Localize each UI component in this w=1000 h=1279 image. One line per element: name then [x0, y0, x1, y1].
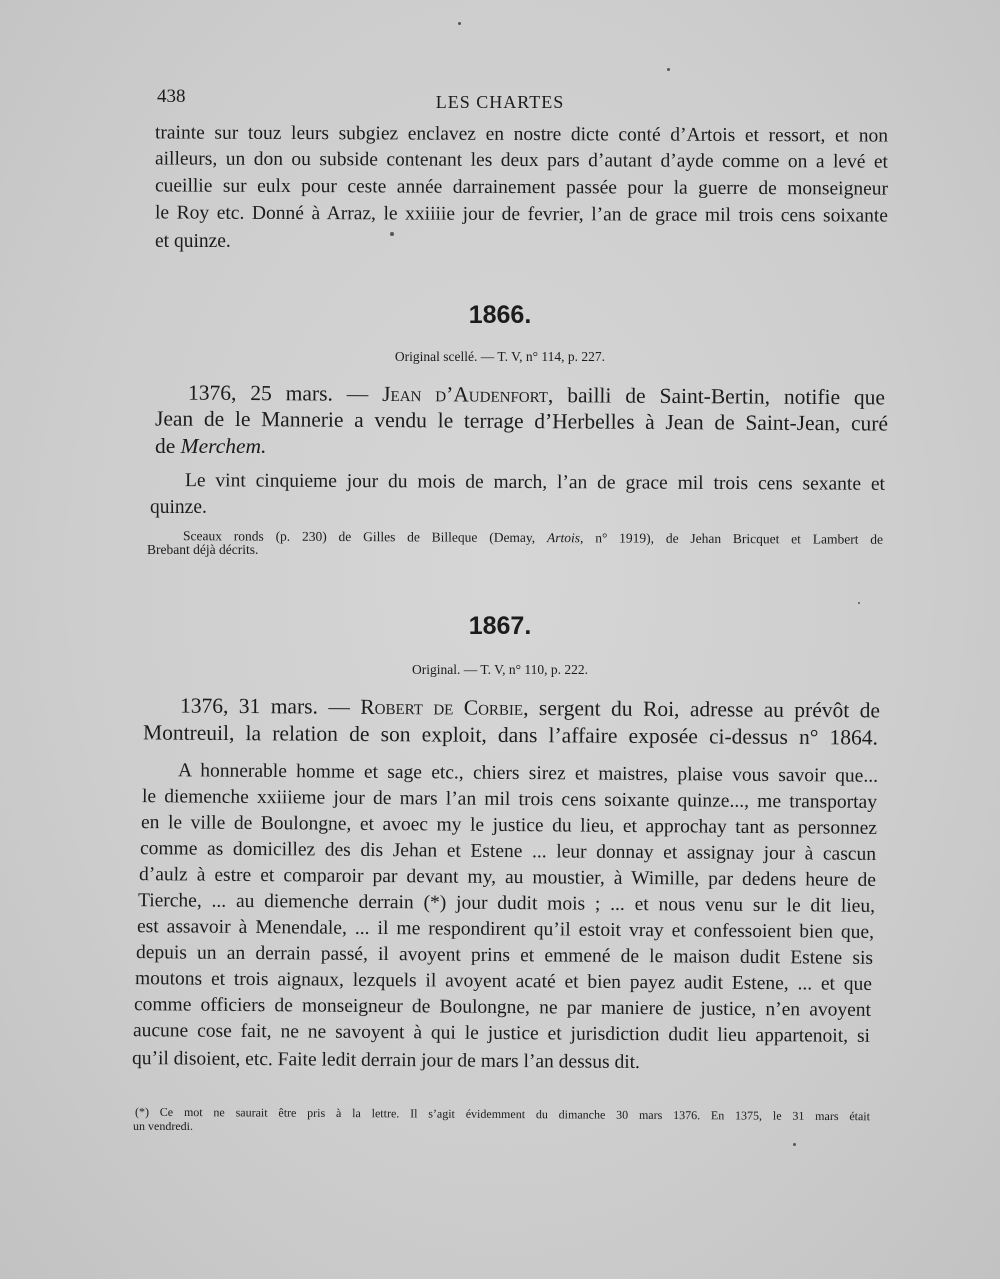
note-line: Brebant déjà décrits.: [147, 542, 259, 557]
person-name: Jean d’Audenfort,: [382, 381, 554, 408]
text-line: quinze.: [150, 497, 207, 518]
text-line: moutons et trois aignaux, lezquels il avoyent acaté et bien payez audit Estene, ... et que: [134, 968, 873, 995]
text-line: trainte sur touz leurs subgiez enclavez en nostre dicte conté d’Artois et ressort, et non: [154, 122, 889, 147]
summary-line: [180, 694, 880, 724]
text-line: depuis un an derrain passé, il avoyent prins et emmené de le maison dudit Estene sis: [135, 942, 874, 969]
text-line: et quinze.: [155, 231, 231, 252]
text-line: qu’il disoient, etc. Faite ledit derrain jour de mars l’an dessus dit.: [131, 1048, 641, 1073]
text-line: ailleurs, un don ou subside contenant les deux pars d’autant d’ayde comme on a levé et: [154, 148, 889, 173]
text-line: le Roy etc. Donné à Arraz, le xxiiiie jour de fevrier, l’an de grace mil trois cens soixante: [154, 202, 889, 227]
running-title: LES CHARTES: [435, 92, 565, 112]
text-line: aucune cose fait, ne ne savoyent à qui le justice et jurisdiction dudit lieu appartenoit, si: [132, 1020, 871, 1047]
text-line: le diemenche xxiiieme jour de mars l’an mil trois cens soixante quinze..., me transportay: [141, 786, 878, 813]
charter-number: 1866.: [468, 301, 532, 329]
charter-date: 1376, 31 mars. —: [179, 693, 350, 719]
text-line: cueillie sur eulx pour ceste année darrainement passée pour la guerre de monseigneur: [154, 175, 889, 200]
note-line: [183, 528, 883, 548]
summary-text: bailli de Saint-Bertin, notifie que: [567, 383, 886, 410]
note-text: Sceaux ronds (p. 230) de Gilles de Billeque (Demay,: [182, 528, 536, 546]
summary-line: [188, 381, 885, 411]
text-line: Le vint cinquieme jour du mois de march, l’an de grace mil trois cens sexante et: [184, 470, 886, 495]
scan-speck: [858, 602, 860, 604]
scan-speck: [390, 232, 394, 236]
summary-text: de: [155, 434, 176, 458]
text-line: Tierche, ... au diemenche derrain (*) jour dudit mois ; ... et nous venu sur le dit lieu,: [137, 890, 876, 917]
footnote-line: un vendredi.: [133, 1119, 193, 1133]
charter-source: Original scellé. — T. V, n° 114, p. 227.: [394, 349, 606, 364]
charter-date: 1376, 25 mars. —: [187, 380, 369, 406]
scan-speck: [458, 22, 461, 25]
text-line: A honnerable homme et sage etc., chiers sirez et maistres, plaise vous savoir que...: [177, 760, 879, 787]
person-name: Robert de Corbie,: [360, 694, 529, 720]
page-number: 438: [157, 86, 186, 107]
summary-line: Montreuil, la relation de son exploit, dans l’affaire exposée ci-dessus n° 1864.: [142, 720, 879, 750]
summary-line: [155, 434, 266, 459]
text-line: comme as domicillez des dis Jehan et Estene ... leur donnay et assignay jour à cascun: [139, 838, 877, 865]
charter-source: Original. — T. V, n° 110, p. 222.: [411, 662, 589, 677]
place-name: Merchem.: [180, 434, 267, 458]
text-line: d’aulz à estre et comparoir par devant my, au moustier, à Wimille, par dedens heure de: [138, 864, 877, 891]
charter-number: 1867.: [468, 612, 532, 640]
summary-line: Jean de le Mannerie a vendu le terrage d’Herbelles à Jean de Saint-Jean, curé: [154, 406, 889, 436]
text-line: en le ville de Boulongne, et avoec my le justice du lieu, et approchay tant as personnez: [140, 812, 878, 839]
scan-speck: [793, 1143, 796, 1146]
summary-text: sergent du Roi, adresse au prévôt de: [538, 696, 881, 723]
text-line: comme officiers de monseigneur de Boulongne, ne par maniere de justice, n’en avoyent: [133, 994, 872, 1021]
footnote-line: (*) Ce mot ne saurait être pris à la lettre. Il s’agit évidemment du dimanche 30 mars 1376. En 1375, le 31 mars était: [134, 1104, 871, 1124]
text-line: est assavoir à Menendale, ... il me respondirent qu’il estoit vray et confessoient bien que,: [136, 916, 875, 943]
note-text-italic: Artois,: [546, 530, 584, 546]
scan-speck: [667, 68, 670, 71]
note-text: n° 1919), de Jehan Bricquet et Lambert de: [595, 530, 884, 547]
